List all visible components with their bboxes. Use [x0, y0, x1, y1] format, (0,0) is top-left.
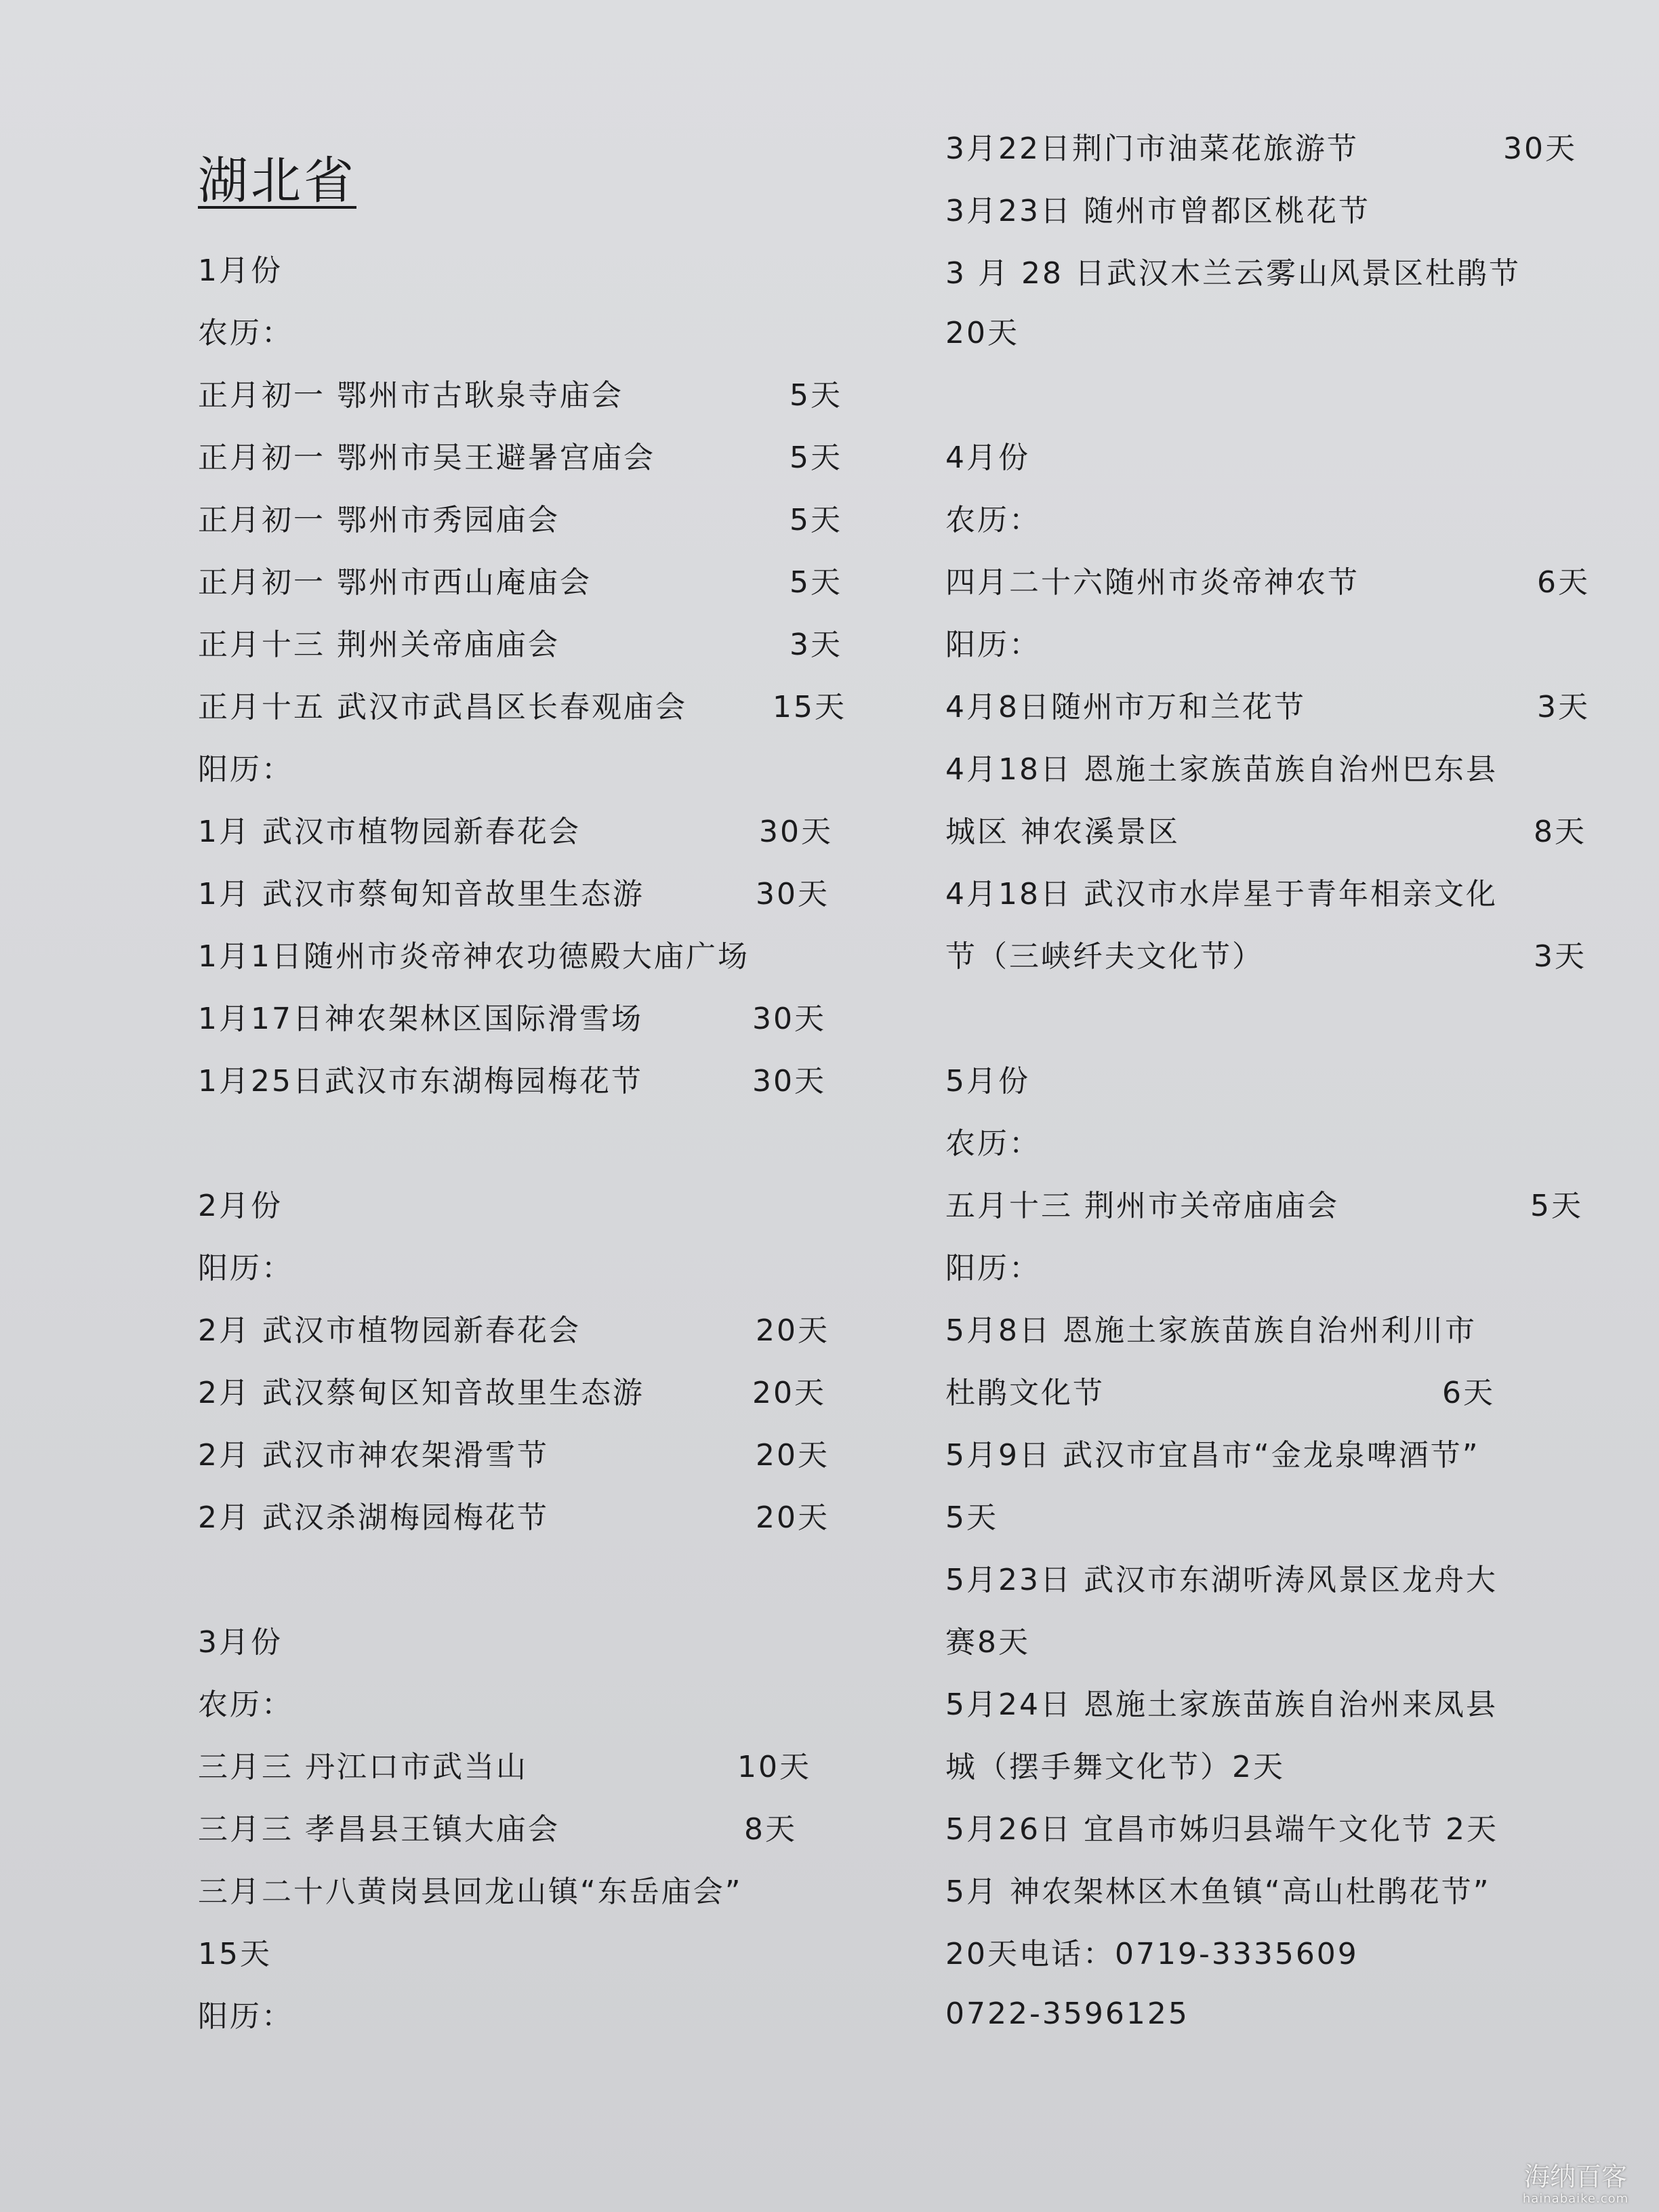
- event-text: 正月初一 鄂州市古耿泉寺庙会: [198, 378, 623, 413]
- event-text: 三月三 丹江口市武当山: [198, 1750, 528, 1784]
- calendar-type-solar: 阳历：: [945, 1251, 1041, 1286]
- calendar-type-lunar: 农历：: [198, 316, 293, 350]
- event-line: [198, 1499, 830, 1537]
- event-line: [198, 689, 846, 726]
- event-text: 三月三 孝昌县王镇大庙会: [198, 1812, 560, 1847]
- month-heading-mar: 3月份: [198, 1625, 283, 1660]
- event-line: [945, 1187, 1583, 1225]
- calendar-type-lunar: 农历：: [945, 503, 1041, 537]
- event-duration: 10天: [737, 1750, 811, 1784]
- event-duration: 8天: [1534, 815, 1586, 849]
- event-duration: 20天: [756, 1313, 830, 1348]
- event-duration: 5天: [1530, 1189, 1583, 1223]
- event-text: 3月22日荆门市油菜花旅游节: [945, 131, 1359, 166]
- event-duration: 15天: [773, 690, 846, 724]
- event-text: 2月 武汉市植物园新春花会: [198, 1313, 581, 1348]
- event-duration: 20天: [756, 1500, 830, 1535]
- event-duration: 30天: [752, 1002, 826, 1036]
- event-line: 1月1日随州市炎帝神农功德殿大庙广场: [198, 939, 750, 974]
- event-text: 1月 武汉市植物园新春花会: [198, 815, 581, 849]
- event-line: 三月二十八黄岗县回龙山镇“东岳庙会”: [198, 1875, 743, 1909]
- event-duration: 5天: [945, 1500, 998, 1535]
- event-line: 3月23日 随州市曾都区桃花节: [945, 194, 1370, 228]
- event-duration: 30天: [752, 1064, 826, 1099]
- event-text: 2月 武汉杀湖梅园梅花节: [198, 1500, 549, 1535]
- event-line: 5月8日 恩施土家族苗族自治州利川市: [945, 1313, 1477, 1348]
- event-duration: 20天: [752, 1376, 826, 1410]
- event-text: 正月初一 鄂州市西山庵庙会: [198, 565, 592, 600]
- event-line: 城（摆手舞文化节）2天: [945, 1750, 1285, 1784]
- event-text: 五月十三 荆州市关帝庙庙会: [945, 1189, 1339, 1223]
- event-line: [198, 876, 830, 914]
- event-line: [198, 1063, 826, 1101]
- event-line: 5月23日 武汉市东湖听涛风景区龙舟大: [945, 1563, 1498, 1597]
- event-line: [198, 501, 842, 539]
- month-heading-may: 5月份: [945, 1064, 1030, 1099]
- watermark-text: 海纳百客: [1523, 2162, 1627, 2192]
- event-duration: 5天: [790, 503, 842, 537]
- event-duration: 30天: [756, 877, 830, 912]
- watermark-logo: [1504, 2162, 1647, 2207]
- event-duration: 3天: [1534, 939, 1586, 974]
- event-duration: 20天: [945, 316, 1019, 350]
- event-line: [198, 626, 842, 664]
- month-heading-feb: 2月份: [198, 1189, 283, 1223]
- calendar-type-lunar: 农历：: [198, 1687, 293, 1722]
- event-duration: 3天: [1537, 690, 1590, 724]
- event-line: [945, 689, 1590, 726]
- event-line: [945, 813, 1586, 851]
- event-line: 5月 神农架林区木鱼镇“高山杜鹃花节”: [945, 1875, 1491, 1909]
- calendar-type-solar: 阳历：: [945, 628, 1041, 662]
- month-heading-jan: 1月份: [198, 253, 283, 288]
- event-line: [198, 564, 842, 602]
- contact-phone-line: 20天电话：0719-3335609: [945, 1937, 1359, 1971]
- event-line: 3 月 28 日武汉木兰云雾山风景区杜鹃节: [945, 256, 1521, 291]
- event-line: 5月9日 武汉市宜昌市“金龙泉啤酒节”: [945, 1438, 1480, 1473]
- event-text: 节（三峡纤夫文化节）: [945, 939, 1264, 974]
- contact-phone-line: 0722-3596125: [945, 1996, 1189, 2031]
- calendar-type-solar: 阳历：: [198, 752, 293, 787]
- event-line: 5月24日 恩施土家族苗族自治州来凤县: [945, 1687, 1498, 1722]
- event-text: 1月17日神农架林区国际滑雪场: [198, 1002, 643, 1036]
- event-text: 正月十五 武汉市武昌区长春观庙会: [198, 690, 687, 724]
- watermark-url: hainabaike.com: [1522, 2192, 1629, 2206]
- event-line: 4月18日 武汉市水岸星于青年相亲文化: [945, 877, 1498, 912]
- event-text: 四月二十六随州市炎帝神农节: [945, 565, 1359, 600]
- event-duration: 8天: [744, 1812, 797, 1847]
- event-line: [198, 813, 833, 851]
- event-line: [198, 1312, 830, 1350]
- event-text: 杜鹃文化节: [945, 1376, 1105, 1410]
- event-text: 正月初一 鄂州市秀园庙会: [198, 503, 560, 537]
- event-line: [198, 377, 842, 415]
- event-line: [198, 1437, 830, 1475]
- event-line: [945, 938, 1586, 976]
- event-text: 2月 武汉蔡甸区知音故里生态游: [198, 1376, 644, 1410]
- event-line: [945, 564, 1590, 602]
- event-line: [198, 1748, 811, 1786]
- event-duration: 6天: [1537, 565, 1590, 600]
- event-text: 城区 神农溪景区: [945, 815, 1180, 849]
- event-line: 4月18日 恩施土家族苗族自治州巴东县: [945, 752, 1498, 787]
- month-heading-apr: 4月份: [945, 441, 1030, 475]
- page-title: 湖北省: [198, 152, 356, 210]
- event-line: 5月26日 宜昌市姊归县端午文化节 2天: [945, 1812, 1498, 1847]
- calendar-type-solar: 阳历：: [198, 1999, 293, 2034]
- event-line: [198, 439, 842, 477]
- event-text: 1月25日武汉市东湖梅园梅花节: [198, 1064, 643, 1099]
- event-text: 1月 武汉市蔡甸知音故里生态游: [198, 877, 644, 912]
- calendar-type-lunar: 农历：: [945, 1126, 1041, 1161]
- event-duration: 5天: [790, 565, 842, 600]
- event-duration: 3天: [790, 628, 842, 662]
- event-duration: 20天: [756, 1438, 830, 1473]
- event-duration: 30天: [1503, 131, 1577, 166]
- event-duration: 15天: [198, 1937, 272, 1971]
- event-text: 正月初一 鄂州市吴王避暑宫庙会: [198, 441, 655, 475]
- event-duration: 5天: [790, 441, 842, 475]
- calendar-type-solar: 阳历：: [198, 1251, 293, 1286]
- event-line: [945, 1374, 1495, 1412]
- event-line: [198, 1000, 826, 1038]
- event-text: 4月8日随州市万和兰花节: [945, 690, 1306, 724]
- event-line: [198, 1811, 797, 1849]
- event-duration: 5天: [790, 378, 842, 413]
- event-text: 2月 武汉市神农架滑雪节: [198, 1438, 549, 1473]
- event-duration: 30天: [759, 815, 833, 849]
- event-duration: 6天: [1442, 1376, 1495, 1410]
- event-text: 正月十三 荆州关帝庙庙会: [198, 628, 560, 662]
- event-line: 赛8天: [945, 1625, 1030, 1660]
- event-line: [945, 130, 1577, 168]
- event-line: [198, 1374, 826, 1412]
